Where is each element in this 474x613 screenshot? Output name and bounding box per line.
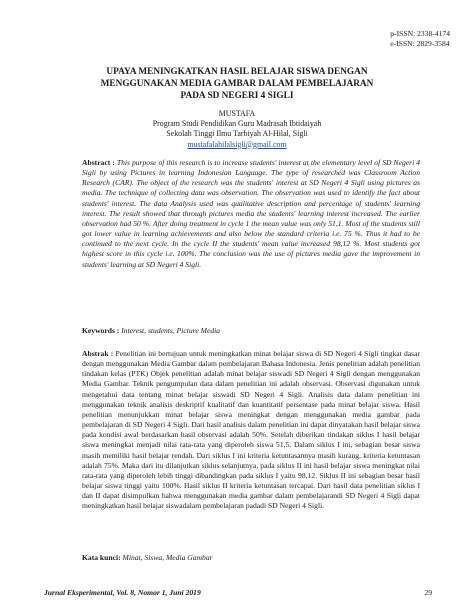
- keywords-english-label: Keywords :: [82, 326, 120, 335]
- abstract-english: [82, 158, 420, 270]
- page-number: 29: [424, 588, 432, 597]
- abstract-english-label: Abstract :: [82, 158, 115, 167]
- keywords-indonesian-label: Kata kunci:: [82, 553, 121, 562]
- abstract-indonesian-label: Abstrak :: [82, 349, 114, 358]
- author-institution: Sekolah Tinggi Ilmu Tarbiyah Al-Hilal, Sigli: [166, 129, 308, 139]
- page-footer: [44, 588, 432, 598]
- author-name: MUSTAFA: [218, 109, 256, 118]
- abstract-english-text: This purpose of this research is to increase students' interest at the elementary level of SD Negeri 4 Sigli by using Pictures in learning Indonesian Language. The type of researched was Classroom Action Research (CAR). The object of the research was the students' interest at SD Negeri 4 Sigli using pictures as media. The technique of collecting data was observation. The observation was used to identify the fact about students' interest. The data Analysis used was qualitative description and percentage of students' learning interest. The result showed that through pictures media the students' learning interest increased. The earlier observation had 50 %. After doing treatment in cycle 1 the mean value was only 51,1. Most of the students still got lower value in learning achievements and also below the standard criteria i.e. 75 %. Thus it had to be continued to the next cycle. In the cycle II the students' mean value increased 98,12 %. Most students got highest score in this cycle i.e. 100%. The conclusion was the use of pictures media gave the improvement in students' learning at SD Negeri 4 Sigli.: [82, 158, 420, 269]
- author-block: [0, 109, 474, 150]
- keywords-indonesian-text: Minat, Siswa, Media Gambar: [122, 553, 213, 562]
- abstract-indonesian-text: Penelitian ini bertujuan untuk meningkatkan minat belajar siswa di SD Negeri 4 Sigli tingkat dasar dengan menggunakan Media Gambar dalam pembelajaran Bahasa Indonesia. Jenis penelitian adalah penelitian tindakan kelas (PTK) Objek penelitian adalah minat belajar siswadi SD Negeri 4 Sigli dengan menggunakan Media Gambar. Teknik pengumpulan data dalam penelitian ini adalah observasi. Observasi digunakan untuk mengetahui data tentang minat belajar siswadi SD Negeri 4 Sigli. Analisis data dalam penelitian ini menggunakan teknik analisis deskriptif kualitatif dan kuantitatif persentase pada minat belajar siswa. Hasil penelitian menunjukkan minat belajar siswa meningkat dengan menggunakan media gambar pada pembelajaran di SD Negeri 4 Sigli. Dari hasil analisis dalam penelitian ini dapat dinyatakan hasil belajar siswa pada kondisi awal berdasarkan hasil observasi adalah 50%. Setelah diberikan tindakan siklus I hasil belajar siswa meningkat menjadi nilai rata-rata yang diperoleh siswa 51,5. Dalam siklus I ini, sebagian besar siswa masih memiliki hasil belajar rendah. Dari siklus I ini kriteria ketuntasannya masih kurang, kriteria ketuntasan adalah 75%. Maka dari itu dilanjutkan siklus selanjutnya, pada siklus II ini hasil belajar siswa meningkat nilai rata-rata yang diperoleh lebih tinggi dibandingkan pada siklus I yaitu 98,12. Siklus II ini sebagian besar hasil belajar siswa tinggi yaitu 100%. Hasil siklus II kriteria ketuntasan tercapai. Dari hasil data penelitian siklus I dan II dapat disimpulkan bahwa menggunakan media gambar dalam pembelajarandi SD Negeri 4 Sigli dapat meningkatkan hasil belajar siswadalam pembelajaran padadi SD Negeri 4 Sigli.: [82, 349, 420, 511]
- keywords-english: [82, 326, 420, 336]
- paper-title: [0, 66, 474, 102]
- issn-block: [390, 29, 450, 50]
- author-email-link[interactable]: mustafalahilalsigli@gmail.com: [187, 139, 287, 149]
- abstract-indonesian: [82, 349, 420, 512]
- keywords-indonesian: [82, 553, 420, 563]
- e-issn: e-ISSN: 2829-3584: [390, 39, 450, 49]
- p-issn: p-ISSN: 2338-4174: [390, 29, 450, 38]
- journal-citation: Jurnal Eksperimental, Vol. 8, Nomor 1, Juni 2019: [44, 588, 201, 597]
- title-line-3: PADA SD NEGERI 4 SIGLI: [180, 91, 294, 101]
- title-line-2: MENGGUNAKAN MEDIA GAMBAR DALAM PEMBELAJARAN: [100, 79, 374, 89]
- author-program: Program Studi Pendidikan Guru Madrasah Ibtidaiyah: [152, 119, 322, 129]
- keywords-english-text: Interest, students, Picture Media: [121, 326, 221, 335]
- title-line-1: UPAYA MENINGKATKAN HASIL BELAJAR SISWA DENGAN: [106, 67, 368, 77]
